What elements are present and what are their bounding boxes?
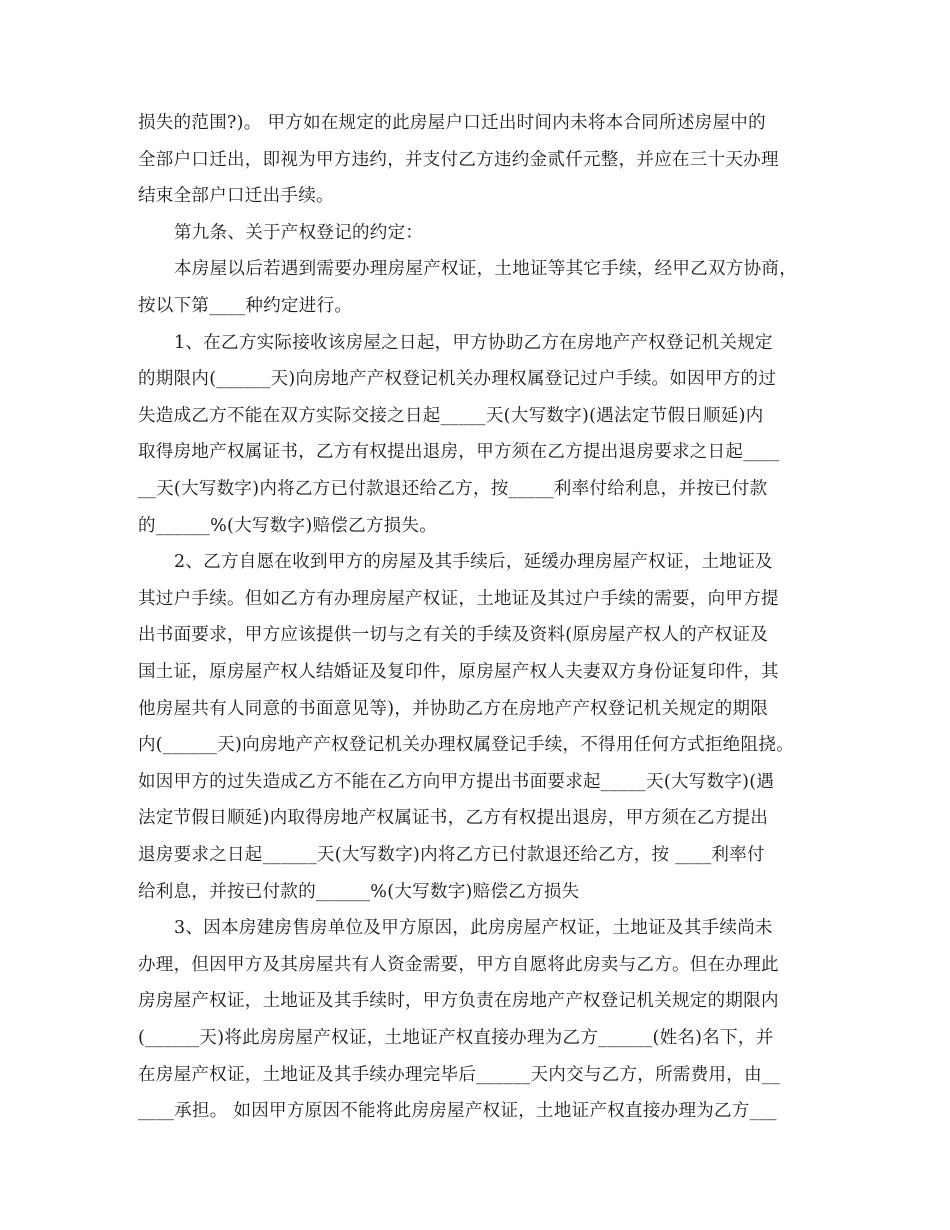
paragraph-line: 内(______天)向房地产产权登记机关办理权属登记手续，不得用任何方式拒绝阻挠。 bbox=[138, 735, 794, 756]
paragraph-line: 全部户口迁出，即视为甲方违约，并支付乙方违约金贰仟元整，并应在三十天办理 bbox=[138, 149, 779, 170]
paragraph-line: __天(大写数字)内将乙方已付款退还给乙方，按_____利率付给利息，并按已付款 bbox=[138, 479, 768, 499]
document-page bbox=[138, 112, 818, 1152]
paragraph-line: 其过户手续。但如乙方有办理房屋产权证，土地证及其过户手续的需要，向甲方提 bbox=[138, 588, 779, 609]
paragraph-line: 给利息，并按已付款的______%(大写数字)赔偿乙方损失 bbox=[138, 881, 580, 902]
paragraph-line: 失造成乙方不能在双方实际交接之日起_____天(大写数字)(遇法定节假日顺延)内 bbox=[138, 405, 764, 426]
paragraph-line: 法定节假日顺延)内取得房地产权属证书，乙方有权提出退房，甲方须在乙方提出 bbox=[138, 808, 769, 829]
paragraph-line: 的期限内(______天)向房地产产权登记机关办理权属登记过户手续。如因甲方的过 bbox=[138, 369, 777, 390]
paragraph-line: 损失的范围?)。 甲方如在规定的此房屋户口迁出时间内未将本合同所述房屋中的 bbox=[138, 113, 766, 133]
paragraph-line: 取得房地产权属证书，乙方有权提出退房，甲方须在乙方提出退房要求之日起____ bbox=[138, 442, 780, 463]
paragraph-line: 如因甲方的过失造成乙方不能在乙方向甲方提出书面要求起_____天(大写数字)(遇 bbox=[138, 771, 775, 792]
paragraph-line: 他房屋共有人同意的书面意见等)，并协助乙方在房地产产权登记机关规定的期限 bbox=[138, 698, 769, 719]
paragraph-first-line: 3、因本房建房售房单位及甲方原因，此房房屋产权证，土地证及其手续尚未 bbox=[174, 918, 773, 939]
paragraph-first-line: 2、乙方自愿在收到甲方的房屋及其手续后，延缓办理房屋产权证，土地证及 bbox=[174, 552, 773, 573]
paragraph-line: 退房要求之日起______天(大写数字)内将乙方已付款退还给乙方，按 ____利率付 bbox=[138, 845, 765, 865]
paragraph-line: 办理，但因甲方及其房屋共有人资金需要，甲方自愿将此房卖与乙方。但在办理此 bbox=[138, 954, 779, 975]
paragraph-line: ____承担。 如因甲方原因不能将此房房屋产权证，土地证产权直接办理为乙方___ bbox=[138, 1101, 777, 1122]
paragraph-line: 的______%(大写数字)赔偿乙方损失。 bbox=[138, 515, 438, 536]
paragraph-line: 国土证，原房屋产权人结婚证及复印件，原房屋产权人夫妻双方身份证复印件，其 bbox=[138, 662, 779, 682]
paragraph-first-line: 1、在乙方实际接收该房屋之日起，甲方协助乙方在房地产产权登记机关规定 bbox=[174, 332, 773, 353]
paragraph-line: 房房屋产权证，土地证及其手续时，甲方负责在房地产产权登记机关规定的期限内 bbox=[138, 991, 779, 1012]
paragraph-line: 出书面要求，甲方应该提供一切与之有关的手续及资料(原房屋产权人的产权证及 bbox=[138, 625, 769, 646]
paragraph-first-line: 本房屋以后若遇到需要办理房屋产权证，土地证等其它手续，经甲乙双方协商， bbox=[174, 259, 797, 280]
paragraph-line: (______天)将此房房屋产权证，土地证产权直接办理为乙方______(姓名)名下，并 bbox=[138, 1028, 774, 1048]
paragraph-line: 结束全部户口迁出手续。 bbox=[138, 186, 334, 207]
paragraph-first-line: 第九条、关于产权登记的约定： bbox=[174, 222, 424, 243]
paragraph-line: 在房屋产权证，土地证及其手续办理完毕后______天内交与乙方，所需费用，由__ bbox=[138, 1064, 780, 1085]
paragraph-line: 按以下第____种约定进行。 bbox=[138, 296, 353, 316]
